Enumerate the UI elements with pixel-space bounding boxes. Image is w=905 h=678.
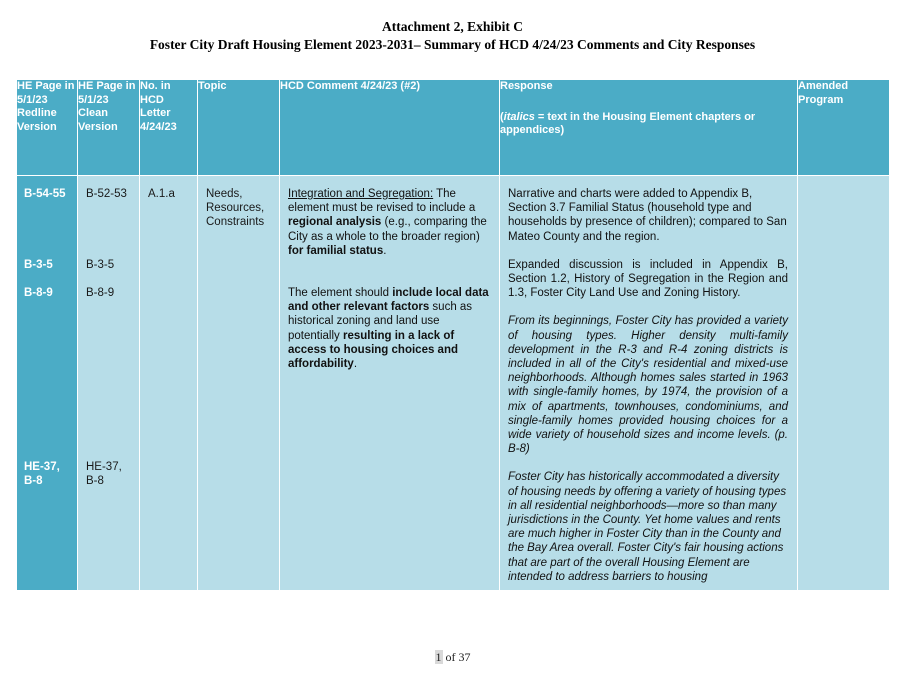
- column-header-he-page-redline: HE Page in 5/1/23 Redline Version: [17, 80, 78, 176]
- table-row: [17, 176, 890, 591]
- clean-page-4: HE-37, B-8: [86, 461, 122, 487]
- footer-page-total: of 37: [442, 650, 471, 664]
- cell-response: [500, 176, 798, 591]
- clean-page-3: B-8-9: [86, 287, 115, 299]
- comment-paragraph-1: Integration and Segregation: The element must be revised to include a regional analysis (e.g., comparing the City as a whole to the broader region) for familial status.: [288, 188, 487, 257]
- response-paragraph-1: Narrative and charts were added to Appendix B, Section 3.7 Familial Status (household type and households by presence of children); compared to San Mateo County and the region.: [508, 188, 787, 243]
- cell-he-page-clean: [78, 176, 140, 591]
- cell-he-page-redline: [17, 176, 78, 591]
- response-header-label: Response: [500, 80, 553, 92]
- column-header-hcd-letter-number: No. in HCD Letter 4/24/23: [140, 80, 198, 176]
- redline-page-4: HE-37, B-8: [24, 461, 60, 487]
- table-header-row: [17, 80, 890, 176]
- page-footer: [0, 650, 905, 665]
- italics-keyword: italics: [503, 110, 535, 123]
- clean-page-1: B-52-53: [86, 188, 127, 200]
- column-header-response: [500, 80, 798, 176]
- response-paragraph-2: Expanded discussion is included in Appendix B, Section 1.2, History of Segregation in the Region and 1.3, Foster City Land Use and Zoning History.: [508, 258, 788, 300]
- cell-topic: Needs, Resources, Constraints: [198, 176, 280, 591]
- cell-hcd-letter-number: A.1.a: [140, 176, 198, 591]
- comment-heading-integration-segregation: Integration and Segregation:: [288, 188, 434, 200]
- redline-page-2: B-3-5: [24, 259, 53, 271]
- title-line-2: Foster City Draft Housing Element 2023-2031– Summary of HCD 4/24/23 Comments and City Responses: [149, 37, 756, 52]
- page-title: [0, 0, 905, 54]
- comments-responses-table-wrapper: [16, 79, 889, 591]
- title-line-1: Attachment 2, Exhibit C: [382, 19, 523, 34]
- clean-page-2: B-3-5: [86, 259, 115, 271]
- comment-paragraph-spacer: [288, 272, 489, 286]
- column-header-he-page-clean: HE Page in 5/1/23 Clean Version: [78, 80, 140, 176]
- column-header-topic: Topic: [198, 80, 280, 176]
- footer-page-number: 1: [435, 650, 442, 664]
- redline-page-3: B-8-9: [24, 287, 53, 299]
- response-paragraph-4-italic: Foster City has historically accommodated a diversity of housing needs by offering a variety of housing types in all residential neighborhoods—more so than many jurisdictions in the County. Yet home values and rents are much higher in Foster City than in the County and the Bay Area overall. Foster City's fair housing actions that are part of the overall Housing Element are intended to address barriers to housing: [508, 471, 787, 583]
- comment-paragraph-2: The element should include local data and other relevant factors such as historical zoning and land use potentially resulting in a lack of access to housing choices and affordability.: [288, 287, 489, 371]
- column-header-amended-program: Amended Program: [798, 80, 890, 176]
- cell-hcd-comment: [280, 176, 500, 591]
- comments-responses-table: [16, 79, 890, 591]
- column-header-hcd-comment: HCD Comment 4/24/23 (#2): [280, 80, 500, 176]
- response-header-note: (italics = text in the Housing Element chapters or appendices): [500, 110, 756, 136]
- redline-page-1: B-54-55: [24, 188, 66, 200]
- response-paragraph-3-italic: From its beginnings, Foster City has provided a variety of housing types. Higher density multi-family development in the R-3 and R-4 zoning districts is included in all of the City's residential and mixed-use neighborhoods. Although homes sales started in 1963 with single-family homes, by 1974, the provision of a mix of apartments, townhouses, condominiums, and single-family homes provided housing choices for a wide variety of household sizes and income levels. (p. B-8): [508, 315, 788, 456]
- cell-amended-program: [798, 176, 890, 591]
